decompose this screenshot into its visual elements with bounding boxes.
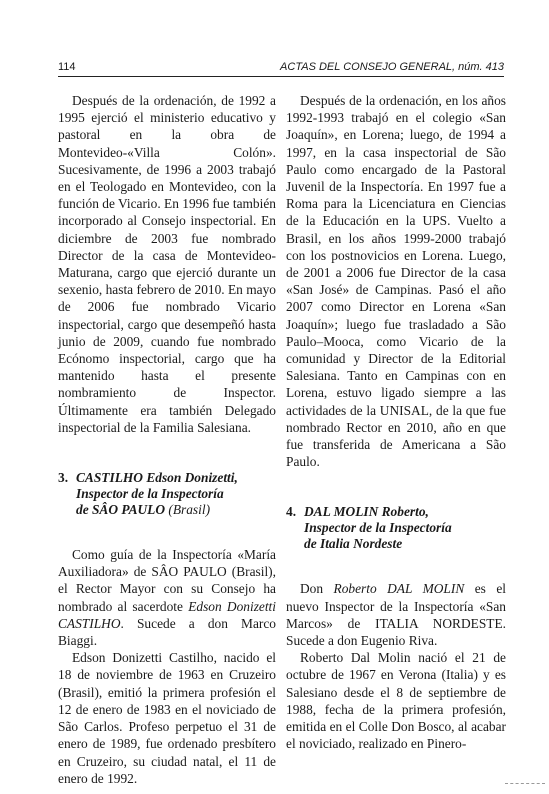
paragraph-text: Como guía de la Inspectoría «María Auxiliadora» de SÂO PAULO (Brasil), el Rector Mayor con su Consejo ha nombrado al sacerdote [58,547,276,614]
section-country: (Brasil) [168,502,211,518]
person-name: Roberto DAL MOLIN [333,581,465,597]
running-title: ACTAS DEL CONSEJO GENERAL, núm. 413 [280,61,504,73]
scan-edge-mark [505,783,545,785]
paragraph [58,546,276,649]
page-number: 114 [58,61,76,73]
section-province-name: de SÂO PAULO [76,502,166,518]
paragraph: Roberto Dal Molin nació el 21 de octubre de 1967 en Verona (Italia) y es Salesiano desde el 8 de septiembre de 1988, fecha de la primera profesión, emitida en el Colle Don Bosco, al acabar el noviciado, realizado en Pinero- [286,650,506,752]
paragraph: Edson Donizetti Castilho, nacido el 18 de noviembre de 1963 en Cruzeiro (Brasil), emitió la primera profesión el 12 de enero de 1983 en el noviciado de São Carlos. Profeso perpetuo el 31 de enero de 1989, fue ordenado presbítero en Cruzeiro, su ciudad natal, el 11 de enero de 1992. [58,650,276,786]
section-subtitle: Inspector de la Inspectoría [304,520,452,536]
section-heading-3 [58,470,276,518]
person-name: Edson Donizetti CASTILHO [58,598,277,631]
paragraph [286,580,506,649]
section-number: 4. [286,504,297,520]
paragraph: Después de la ordenación, de 1992 a 1995 ejerció el ministerio educativo y pastoral en la obra de Montevideo-«Villa Colón». Sucesivamente, de 1996 a 2003 trabajó en el Teologado en Montevideo, con la función de Vicario. En 1996 fue también incorporado al Consejo inspectorial. En diciembre de 2003 fue nombrado Director de la casa de Montevideo-Maturana, cargo que ejerció durante un sexenio, hasta febrero de 2010. En mayo de 2006 fue nombrado Vicario inspectorial, cargo que desempeñó hasta junio de 2009, cuando fue nombrado Ecónomo inspectorial, cargo que ha mantenido hasta el presente nombramiento de Inspector. Últimamente era también Delegado inspectorial de la Familia Salesiana. [58,93,276,435]
section-name: DAL MOLIN Roberto, [304,504,429,520]
section-name: CASTILHO Edson Donizetti, [76,470,238,486]
section-number: 3. [58,470,69,486]
section-heading-4 [286,504,506,552]
right-column [286,92,506,753]
left-column [58,92,276,787]
running-header [58,60,504,77]
paragraph: Después de la ordenación, en los años 1992-1993 trabajó en el colegio «San Joaquín», en Lorena; luego, de 1994 a 1997, en la casa inspectorial de São Paulo como encargado de la Pastoral Juvenil de la Inspectoría. En 1997 fue a Roma para la Licenciatura en Ciencias de la Educación en la UPS. Vuelto a Brasil, en los años 1999-2000 trabajó con los postnovicios en Lorena. Luego, de 2001 a 2006 fue Director de la casa «San José» de Campinas. Pasó el año 2007 como Director en Lorena «San Joaquín»; luego fue trasladado a São Paulo–Mooca, como Vicario de la comunidad y Director de la Editorial Salesiana. Tanto en Campinas con en Lorena, estuvo ligado siempre a las actividades de la UNISAL, de la que fue nombrado Rector en 2010, año en que fue transferida de Americana a São Paulo. [286,93,506,470]
section-province [58,502,276,518]
paragraph-text: . Sucede a don Marco Biaggi. [58,615,276,649]
paragraph-text: es el nuevo Inspector de la Inspectoría «San Marcos» de ITALIA NORDESTE. Sucede a don Eugenio Riva. [286,581,506,649]
section-subtitle: Inspector de la Inspectoría [76,486,224,502]
paragraph-text: Don [300,581,334,597]
section-province: de Italia Nordeste [304,536,403,552]
